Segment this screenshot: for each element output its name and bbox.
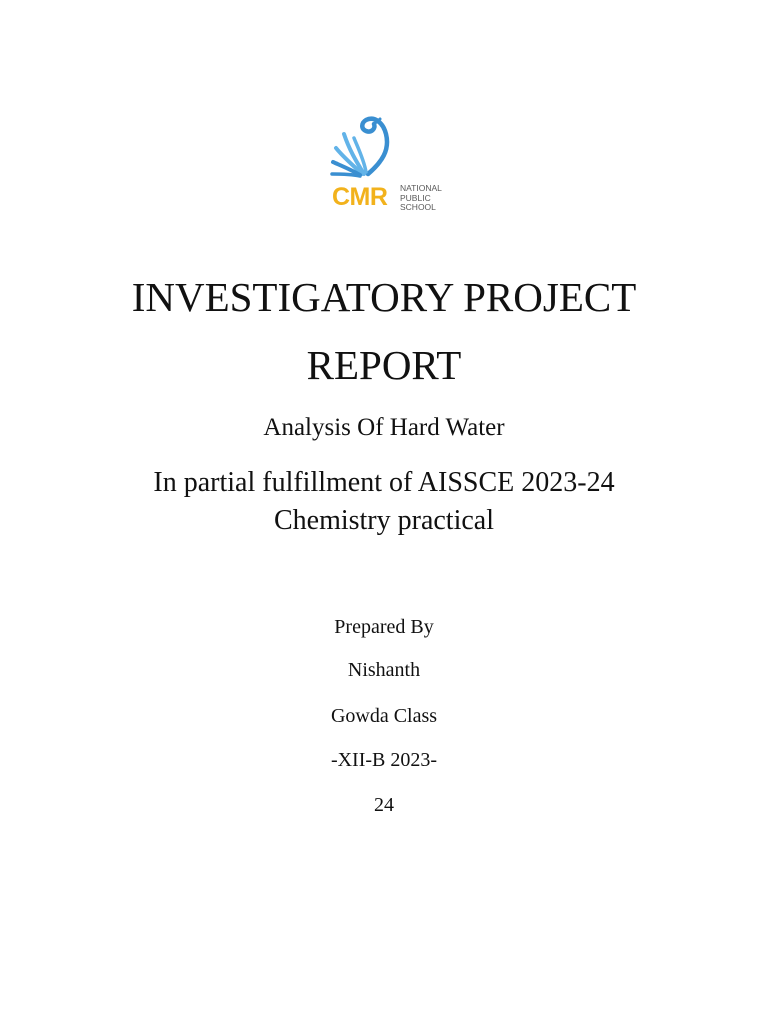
swan-icon [330, 112, 405, 180]
logo-school-line: SCHOOL [400, 202, 436, 212]
logo-school-line: NATIONAL [400, 183, 442, 193]
logo-brand-text [332, 182, 387, 212]
school-logo [330, 112, 448, 214]
prepared-by-line: Nishanth [347, 659, 421, 681]
logo-school-line: PUBLIC [400, 192, 431, 203]
logo-brand: CMR [332, 183, 388, 211]
fulfillment-line-2: Chemistry practical [273, 505, 495, 536]
report-title-line-1: INVESTIGATORY PROJECT [131, 274, 637, 320]
project-subtitle: Analysis Of Hard Water [263, 414, 505, 441]
prepared-by-line: -XII-B 2023- [330, 749, 438, 771]
logo-school-name [400, 184, 442, 213]
prepared-by-line: Gowda Class [330, 705, 438, 727]
report-title-line-2: REPORT [306, 342, 462, 388]
fulfillment-line-1: In partial fulfillment of AISSCE 2023-24 [153, 467, 615, 498]
prepared-by-line: 24 [374, 794, 394, 816]
prepared-by-label: Prepared By [334, 616, 434, 638]
